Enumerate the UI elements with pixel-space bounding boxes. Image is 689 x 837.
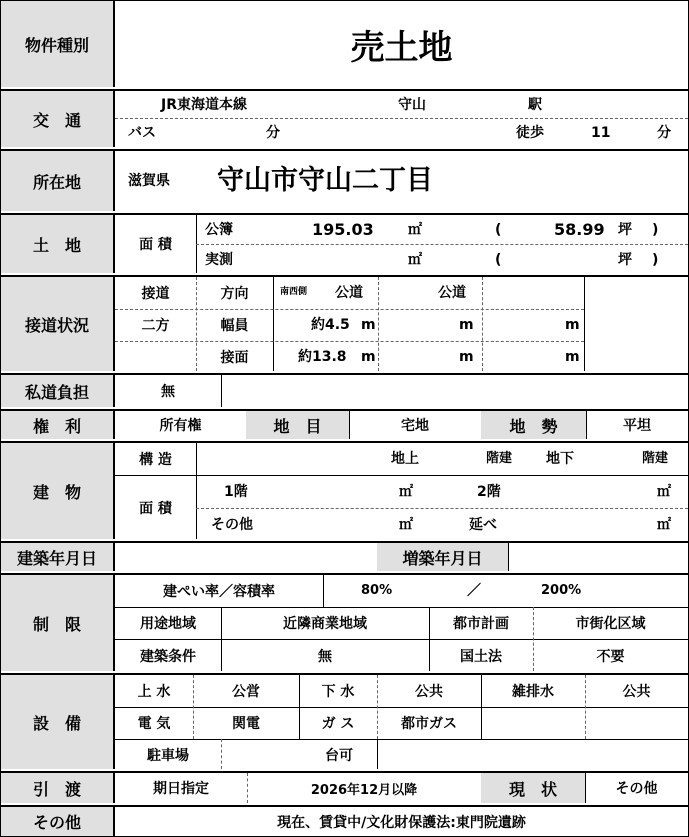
coverage-value: 80% — [361, 583, 393, 598]
bus-label: バス — [128, 125, 156, 141]
row-other — [1, 805, 688, 836]
floor1-sqm-unit: ㎡ — [399, 484, 413, 500]
electric: 関電 — [232, 716, 260, 732]
electric-label: 電 気 — [137, 716, 171, 732]
land-label: 土 地 — [1, 215, 115, 273]
below-floors-label: 階建 — [642, 451, 669, 466]
row-restrictions — [1, 573, 688, 671]
city-plan: 市街化区域 — [575, 616, 646, 632]
road1-type: 公道 — [335, 285, 363, 301]
road-connect-label: 接道 — [141, 286, 170, 302]
road-direction-label: 方向 — [220, 286, 249, 302]
transport-label: 交 通 — [1, 91, 115, 147]
row-handover — [1, 771, 688, 803]
other-label: その他 — [1, 807, 115, 836]
sewer: 公共 — [415, 684, 443, 700]
facilities-label: 設 備 — [1, 675, 115, 769]
total-floor-label: 延べ — [469, 517, 497, 533]
address: 守山市守山二丁目 — [217, 165, 433, 196]
below-ground-label: 地下 — [546, 451, 574, 467]
location-label: 所在地 — [1, 151, 115, 211]
row-property-type — [1, 1, 688, 87]
handover-label: 引 渡 — [1, 773, 115, 803]
road3-width-unit: m — [565, 317, 580, 333]
registry-sqm: 195.03 — [312, 220, 374, 239]
registry-tsubo: 58.99 — [554, 220, 605, 239]
other-value: 現在、賃貸中/文化財保護法:東門院遺跡 — [277, 814, 526, 831]
land-category-label: 地 目 — [246, 411, 349, 439]
property-type-value: 売土地 — [350, 27, 453, 68]
city-plan-label: 都市計画 — [453, 616, 509, 632]
registry-label: 公簿 — [205, 222, 233, 238]
road2-type: 公道 — [438, 285, 466, 301]
floor2-label: 2階 — [477, 484, 501, 500]
built-date-label: 建築年月日 — [1, 543, 115, 571]
land-area-label: 面 積 — [139, 237, 172, 253]
coverage-slash: ／ — [467, 583, 481, 599]
actual-sqm-unit: ㎡ — [408, 252, 422, 268]
walk-label: 徒歩 — [516, 125, 544, 141]
water-label: 上 水 — [137, 684, 171, 700]
actual-tsubo-unit: 坪 — [618, 252, 632, 268]
terrain: 平坦 — [623, 418, 651, 434]
walk-minutes-unit: 分 — [657, 125, 671, 141]
gas: 都市ガス — [401, 716, 457, 732]
sewer-label: 下 水 — [321, 684, 355, 700]
zoning: 近隣商業地域 — [283, 616, 367, 632]
parking-label: 駐車場 — [147, 748, 189, 764]
row-private-road — [1, 373, 688, 407]
road1-frontage-unit: m — [361, 349, 376, 365]
prefecture: 滋賀県 — [128, 173, 170, 189]
above-ground-label: 地上 — [391, 451, 419, 467]
parking: 台可 — [325, 748, 353, 764]
row-location — [1, 149, 688, 211]
land-law-label: 国土法 — [460, 649, 502, 665]
other-sqm-unit: ㎡ — [399, 517, 413, 533]
floors-label: 階建 — [486, 451, 513, 466]
handover-type: 期日指定 — [153, 781, 209, 797]
road-frontage-label: 接面 — [220, 350, 249, 366]
handover-date: 2026年12月以降 — [310, 782, 418, 798]
private-road-label: 私道負担 — [1, 375, 115, 407]
row-land — [1, 213, 688, 273]
far-value: 200% — [541, 583, 582, 598]
misc-water: 公共 — [622, 684, 651, 700]
row-facilities — [1, 673, 688, 769]
actual-close-paren: ) — [652, 252, 659, 268]
gas-label: ガ ス — [321, 716, 355, 732]
station-suffix: 駅 — [528, 97, 542, 113]
building-cond-label: 建築条件 — [140, 649, 196, 665]
train-line: JR東海道本線 — [161, 97, 247, 113]
floor2-sqm-unit: ㎡ — [657, 484, 671, 500]
property-type-label: 物件種別 — [1, 1, 115, 87]
terrain-label: 地 勢 — [481, 411, 586, 439]
road1-width-unit: m — [361, 317, 376, 333]
row-road — [1, 275, 688, 371]
building-area-label: 面 積 — [139, 501, 172, 517]
bus-minutes-unit: 分 — [266, 125, 280, 141]
misc-water-label: 雑排水 — [512, 684, 554, 700]
registry-open-paren: ( — [495, 222, 502, 238]
water: 公営 — [232, 684, 260, 700]
restrictions-label: 制 限 — [1, 575, 115, 671]
coverage-label: 建ぺい率／容積率 — [163, 584, 275, 600]
other-floor-label: その他 — [211, 517, 253, 533]
row-built-date — [1, 541, 688, 571]
actual-open-paren: ( — [495, 252, 502, 268]
total-sqm-unit: ㎡ — [657, 517, 671, 533]
walk-minutes: 11 — [591, 125, 611, 141]
status-label: 現 状 — [481, 773, 585, 803]
registry-sqm-unit: ㎡ — [408, 222, 422, 238]
building-label: 建 物 — [1, 443, 115, 539]
row-transport — [1, 89, 688, 147]
land-law: 不要 — [596, 649, 625, 665]
extension-date-label: 増築年月日 — [377, 543, 508, 571]
rights-value: 所有権 — [159, 418, 202, 434]
row-rights — [1, 409, 688, 439]
zoning-label: 用途地域 — [140, 616, 196, 632]
row-building — [1, 441, 688, 539]
structure-label: 構 造 — [139, 452, 172, 468]
actual-label: 実測 — [205, 252, 233, 268]
registry-close-paren: ) — [652, 222, 659, 238]
status: その他 — [615, 781, 658, 797]
road-width-label: 幅員 — [220, 318, 249, 334]
road-sides: 二方 — [141, 318, 170, 334]
road-side: 南西側 — [280, 287, 308, 297]
road-label: 接道状況 — [1, 277, 115, 371]
land-category: 宅地 — [401, 418, 429, 434]
road1-width: 約4.5 — [311, 317, 350, 333]
road1-frontage: 約13.8 — [298, 349, 347, 365]
station-name: 守山 — [398, 97, 426, 113]
road2-width-unit: m — [459, 317, 474, 333]
road3-frontage-unit: m — [565, 349, 580, 365]
building-cond: 無 — [318, 649, 332, 665]
floor1-label: 1階 — [224, 484, 248, 500]
rights-label: 権 利 — [1, 411, 115, 439]
registry-tsubo-unit: 坪 — [618, 222, 632, 238]
private-road-value: 無 — [161, 384, 175, 400]
road2-frontage-unit: m — [459, 349, 474, 365]
